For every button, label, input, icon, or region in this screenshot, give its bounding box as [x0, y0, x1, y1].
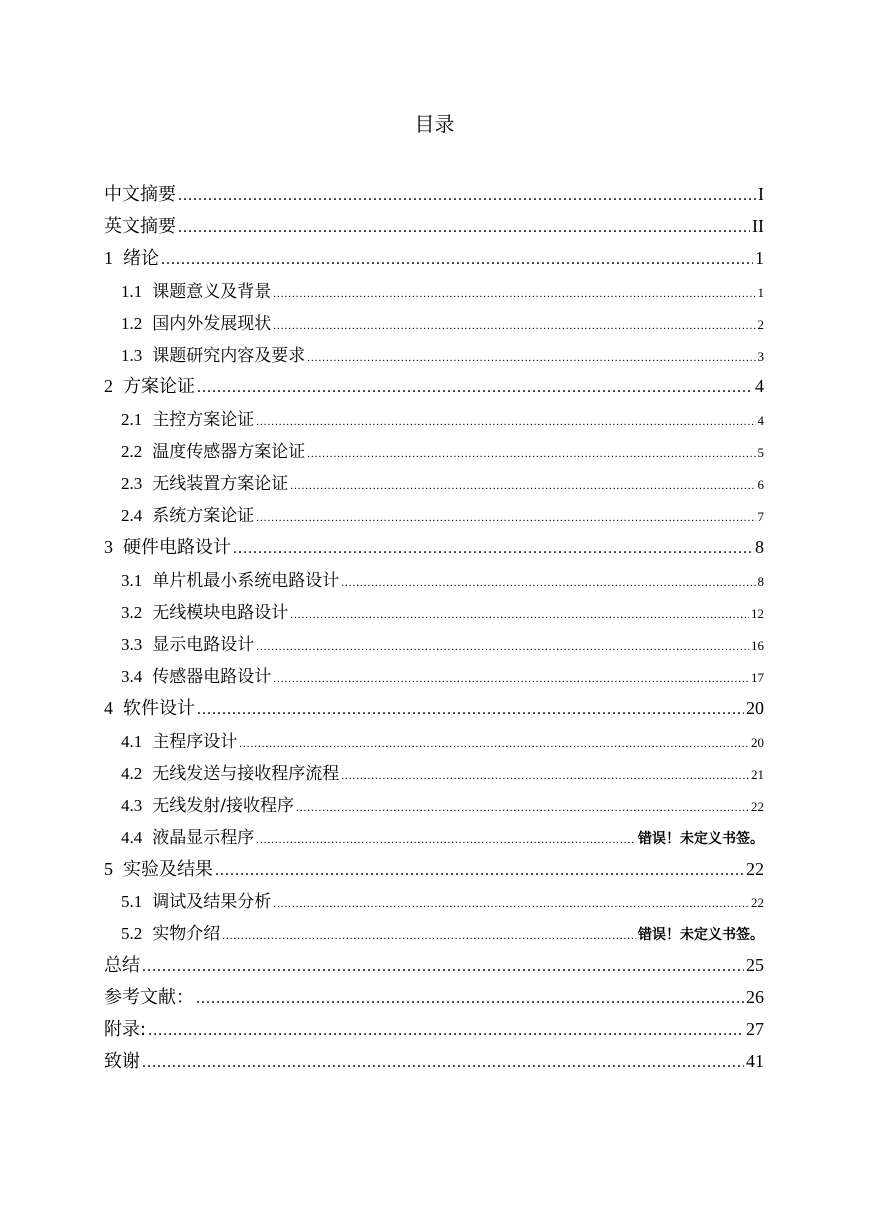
toc-entry-title: 参考文献：	[104, 987, 194, 1008]
toc-entry-page: 22	[751, 895, 764, 910]
toc-entry-title: 无线发送与接收程序流程	[152, 764, 340, 784]
toc-entry[interactable]	[121, 309, 764, 334]
toc-entry-title: 硬件电路设计	[123, 537, 231, 558]
toc-entry[interactable]	[121, 823, 764, 848]
toc-entry-number: 3.4	[121, 667, 143, 686]
toc-entry-title: 显示电路设计	[152, 635, 255, 655]
toc-entry-number: 3	[104, 537, 113, 557]
toc-leader-dots	[273, 320, 755, 332]
toc-entry-page: 6	[757, 477, 764, 492]
toc-entry[interactable]	[121, 566, 764, 591]
toc-entry-title: 主程序设计	[152, 732, 238, 752]
toc-entry[interactable]	[104, 983, 764, 1009]
toc-entry-number: 3.1	[121, 571, 143, 590]
toc-entry[interactable]	[121, 630, 764, 655]
toc-leader-dots	[273, 673, 749, 685]
toc-entry-page: 1	[757, 285, 764, 300]
toc-entry-number: 4.2	[121, 764, 143, 783]
toc-entry-page: 8	[757, 574, 764, 589]
toc-entry-page: 20	[751, 735, 764, 750]
toc-entry-title: 致谢	[104, 1051, 140, 1072]
toc-entry[interactable]	[104, 1015, 764, 1041]
toc-entry-number: 4.3	[121, 796, 143, 815]
page-title: 目录	[414, 112, 455, 136]
toc-entry-title: 实验及结果	[123, 859, 213, 880]
toc-entry-page: 21	[751, 767, 764, 782]
toc-entry-number: 1.3	[121, 346, 143, 365]
toc-leader-dots	[233, 540, 753, 558]
toc-leader-dots	[256, 834, 636, 846]
toc-entry-number: 5.1	[121, 892, 143, 911]
toc-entry-page: 27	[746, 1019, 764, 1039]
toc-entry-page: 17	[751, 670, 764, 685]
toc-entry-title: 调试及结果分析	[152, 892, 272, 912]
toc-entry[interactable]	[104, 533, 764, 559]
toc-entry-title: 软件设计	[123, 698, 195, 719]
toc-entry-page: 8	[755, 537, 764, 557]
toc-entry-page: 4	[755, 376, 764, 396]
toc-entry[interactable]	[121, 759, 764, 784]
toc-entry-title: 实物介绍	[152, 924, 221, 944]
toc-entry-title: 附录:	[104, 1019, 147, 1040]
toc-entry-number: 3.2	[121, 603, 143, 622]
toc-leader-dots	[222, 930, 636, 942]
toc-entry-page: 16	[751, 638, 764, 653]
toc-entry[interactable]	[121, 791, 764, 816]
toc-entry-title: 无线装置方案论证	[152, 474, 289, 494]
toc-entry-page: 1	[755, 248, 764, 268]
toc-entry-number: 2.3	[121, 474, 143, 493]
toc-entry-title: 中文摘要	[104, 184, 176, 205]
toc-entry-page: 12	[751, 606, 764, 621]
toc-leader-dots	[178, 219, 750, 237]
toc-entry-page: 25	[746, 955, 764, 975]
toc-leader-dots	[196, 990, 744, 1008]
toc-entry-page: I	[758, 184, 764, 204]
toc-entry-number: 2.1	[121, 410, 143, 429]
toc-leader-dots	[341, 770, 749, 782]
toc-entry-title: 国内外发展现状	[152, 314, 272, 334]
toc-entry-title: 无线模块电路设计	[152, 603, 289, 623]
toc-entry[interactable]	[121, 405, 764, 430]
toc-entry-number: 5	[104, 859, 113, 879]
toc-entry[interactable]	[121, 469, 764, 494]
toc-leader-dots	[142, 958, 744, 976]
toc-entry[interactable]	[121, 727, 764, 752]
toc-entry-number: 4.4	[121, 828, 143, 847]
toc-entry-page: 2	[757, 317, 764, 332]
toc-entry[interactable]	[121, 887, 764, 912]
toc-leader-dots	[178, 187, 756, 205]
toc-entry-title: 课题意义及背景	[152, 282, 272, 302]
toc-entry[interactable]	[121, 437, 764, 462]
toc-entry[interactable]	[121, 662, 764, 687]
toc-entry-number: 5.2	[121, 924, 143, 943]
toc-entry-page: 4	[757, 413, 764, 428]
toc-entry-page: 7	[757, 509, 764, 524]
toc-entry-number: 2.4	[121, 506, 143, 525]
toc-leader-dots	[341, 577, 755, 589]
toc-leader-dots	[296, 802, 749, 814]
toc-entry[interactable]	[121, 341, 764, 366]
toc-entry-number: 1.2	[121, 314, 143, 333]
toc-entry-number: 2	[104, 376, 113, 396]
toc-leader-dots	[273, 288, 755, 300]
toc-entry-title: 温度传感器方案论证	[152, 442, 306, 462]
toc-entry-title: 单片机最小系统电路设计	[152, 571, 340, 591]
toc-entry[interactable]	[104, 372, 764, 398]
toc-leader-dots	[256, 416, 755, 428]
toc-leader-dots	[273, 898, 749, 910]
toc-entry-title: 课题研究内容及要求	[152, 346, 306, 366]
toc-entry[interactable]	[104, 855, 764, 881]
toc-entry-page: II	[752, 216, 764, 236]
toc-entry-number: 1.1	[121, 282, 143, 301]
toc-entry-page: 22	[751, 799, 764, 814]
toc-entry-page: 20	[746, 698, 764, 718]
toc-entry-page: 22	[746, 859, 764, 879]
toc-entry-number: 4	[104, 698, 113, 718]
toc-entry-page: 26	[746, 987, 764, 1007]
toc-entry[interactable]	[104, 180, 764, 206]
toc-entry[interactable]	[104, 694, 764, 720]
toc-entry-title: 总结	[104, 955, 140, 976]
toc-leader-dots	[215, 862, 744, 880]
toc-entry-title: 绪论	[123, 248, 159, 269]
toc-entry-title: 系统方案论证	[152, 506, 255, 526]
toc-entry[interactable]	[121, 501, 764, 526]
toc-entry-title: 英文摘要	[104, 216, 176, 237]
toc-entry[interactable]	[104, 212, 764, 238]
toc-leader-dots	[256, 512, 755, 524]
toc-entry-page-error: 错误！未定义书签。	[638, 927, 764, 943]
toc-entry-title: 方案论证	[123, 376, 195, 397]
toc-entry-page: 5	[757, 445, 764, 460]
toc-leader-dots	[239, 738, 749, 750]
toc-entry-number: 2.2	[121, 442, 143, 461]
toc-leader-dots	[290, 480, 755, 492]
toc-entry-page-error: 错误！未定义书签。	[638, 831, 764, 847]
toc-leader-dots	[197, 379, 753, 397]
toc-leader-dots	[290, 609, 749, 621]
toc-entry-title: 主控方案论证	[152, 410, 255, 430]
toc-leader-dots	[161, 251, 753, 269]
toc-leader-dots	[197, 701, 744, 719]
toc-entry-number: 4.1	[121, 732, 143, 751]
toc-leader-dots	[256, 641, 749, 653]
toc-entry[interactable]	[121, 277, 764, 302]
toc-entry-page: 41	[746, 1051, 764, 1071]
toc-entry[interactable]	[104, 951, 764, 977]
toc-entry-number: 1	[104, 248, 113, 268]
toc-entry[interactable]	[121, 919, 764, 944]
toc-entry-title: 无线发射/接收程序	[152, 796, 294, 816]
toc-leader-dots	[142, 1054, 744, 1072]
toc-leader-dots	[307, 352, 755, 364]
toc-leader-dots	[148, 1022, 744, 1040]
toc-entry[interactable]	[121, 598, 764, 623]
toc-entry[interactable]	[104, 244, 764, 270]
toc-entry-number: 3.3	[121, 635, 143, 654]
toc-leader-dots	[307, 448, 755, 460]
toc-entry[interactable]	[104, 1047, 764, 1073]
toc-entry-page: 3	[757, 349, 764, 364]
toc-entry-title: 液晶显示程序	[152, 828, 255, 848]
toc-entry-title: 传感器电路设计	[152, 667, 272, 687]
